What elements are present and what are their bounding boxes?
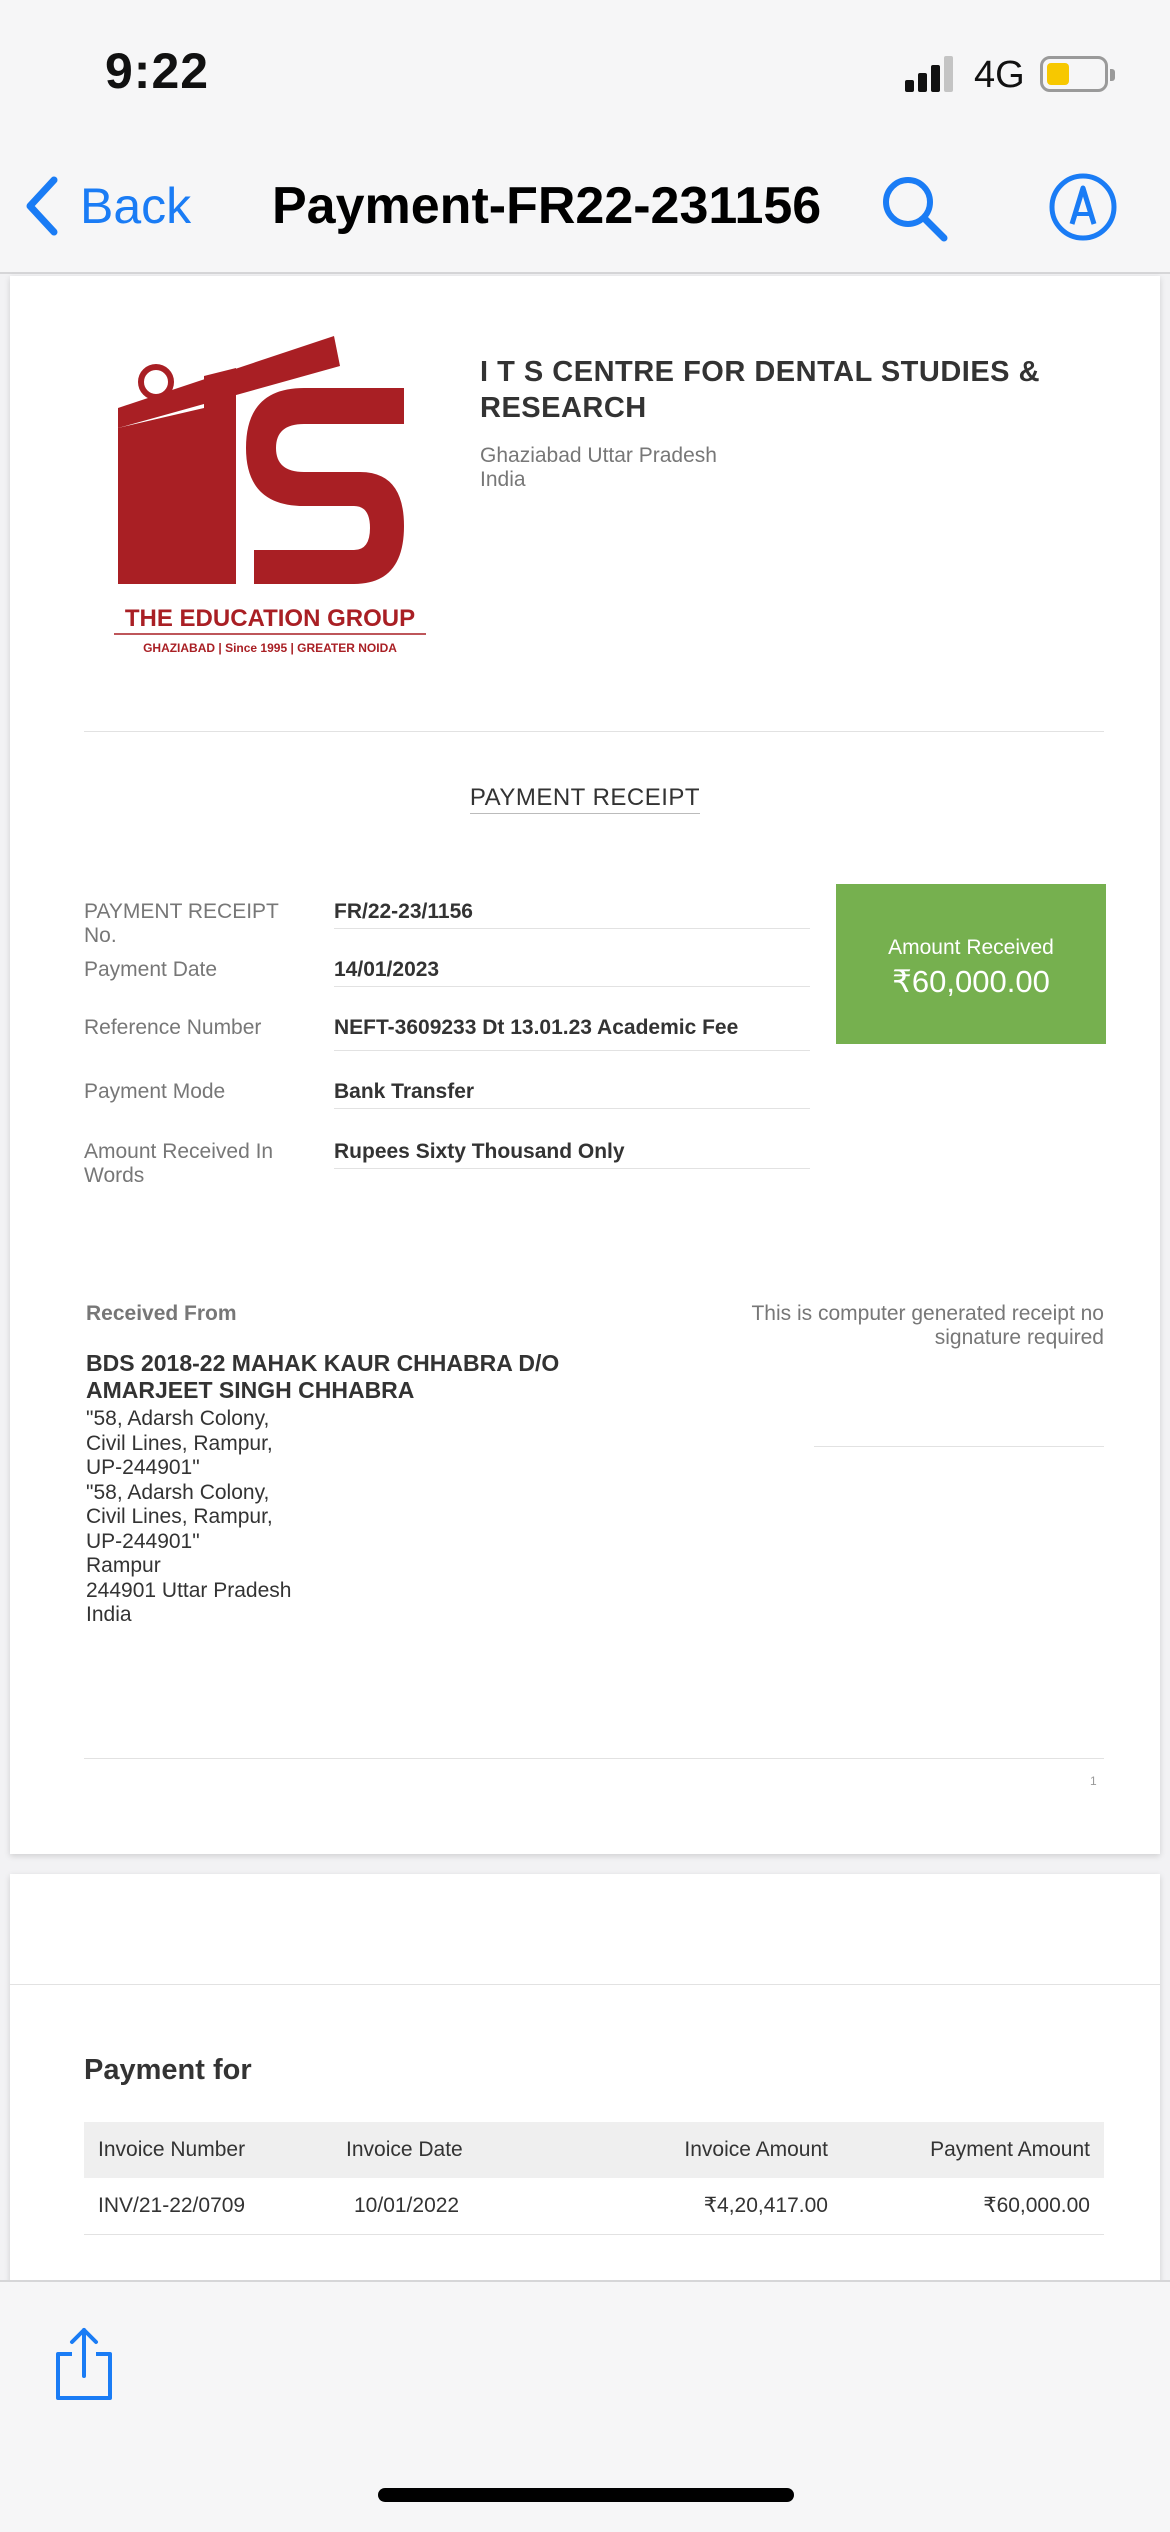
- column-header: Invoice Amount: [580, 2122, 842, 2178]
- chevron-left-icon: [22, 176, 62, 236]
- field-value-reference: NEFT-3609233 Dt 13.01.23 Academic Fee: [334, 1016, 810, 1051]
- receipt-title: PAYMENT RECEIPT: [10, 784, 1160, 812]
- field-label-amount-words: Amount Received In Words: [84, 1140, 274, 1187]
- company-name: I T S CENTRE FOR DENTAL STUDIES & RESEARCH: [480, 356, 1041, 424]
- document-page-1: [10, 276, 1160, 1854]
- address-line: Civil Lines, Rampur,: [86, 1505, 273, 1528]
- payer-name: BDS 2018-22 MAHAK KAUR CHHABRA D/O AMARJEET SINGH CHHABRA: [86, 1350, 560, 1403]
- field-value-payment-mode: Bank Transfer: [334, 1080, 810, 1109]
- field-value-payment-date: 14/01/2023: [334, 958, 810, 987]
- address-line: 244901 Uttar Pradesh: [86, 1578, 292, 1602]
- page-number: 1: [1090, 1774, 1097, 1788]
- amount-received-label: Amount Received: [888, 936, 1054, 959]
- search-icon[interactable]: [880, 174, 950, 244]
- divider: [84, 731, 1104, 732]
- logo-tagline: THE EDUCATION GROUP: [124, 605, 416, 632]
- address-line: UP-244901": [86, 1529, 200, 1553]
- table-cell: 10/01/2022: [332, 2178, 580, 2234]
- table-row: [84, 2178, 1104, 2234]
- column-header: Invoice Number: [84, 2122, 332, 2178]
- its-logo: [104, 336, 434, 656]
- back-label: Back: [80, 178, 192, 234]
- address-line: India: [86, 1603, 132, 1626]
- field-label-reference: Reference Number: [84, 1016, 262, 1039]
- field-value-amount-words: Rupees Sixty Thousand Only: [334, 1140, 810, 1169]
- column-header: Invoice Date: [332, 2122, 580, 2178]
- address-line: "58, Adarsh Colony,: [86, 1407, 270, 1430]
- field-label-payment-date: Payment Date: [84, 958, 218, 981]
- page-title: Payment-FR22-231156: [272, 177, 822, 235]
- received-from-heading: Received From: [86, 1302, 237, 1325]
- field-label-receipt-no: PAYMENT RECEIPT No.: [84, 900, 279, 947]
- payment-for-heading: Payment for: [84, 2054, 252, 2086]
- company-city: Ghaziabad Uttar Pradesh: [480, 444, 717, 467]
- battery-icon: [1040, 56, 1108, 92]
- network-type: 4G: [974, 54, 1025, 96]
- address-line: UP-244901": [86, 1456, 200, 1479]
- table-header-row: [84, 2122, 1104, 2178]
- home-indicator[interactable]: [378, 2488, 794, 2502]
- back-button[interactable]: [22, 176, 191, 236]
- footer-divider: [84, 1758, 1104, 1759]
- payment-for-table: [84, 2122, 1104, 2235]
- field-label-payment-mode: Payment Mode: [84, 1080, 226, 1103]
- signal-icon: [905, 56, 959, 92]
- table-cell: ₹4,20,417.00: [580, 2178, 842, 2234]
- table-cell: ₹60,000.00: [842, 2178, 1104, 2234]
- signature-line: [814, 1446, 1104, 1447]
- signature-note: This is computer generated receipt no signature required: [751, 1302, 1104, 1349]
- header-divider: [10, 1984, 1160, 1985]
- field-value-receipt-no: FR/22-23/1156: [334, 900, 810, 929]
- status-bar: [0, 0, 1170, 140]
- address-line: "58, Adarsh Colony,: [86, 1480, 270, 1504]
- company-country: India: [480, 468, 526, 491]
- navigation-bar: [0, 140, 1170, 274]
- markup-icon[interactable]: [1048, 172, 1118, 242]
- amount-received-value: ₹60,000.00: [892, 964, 1050, 999]
- address-line: Rampur: [86, 1554, 161, 1577]
- logo-sub: GHAZIABAD | Since 1995 | GREATER NOIDA: [143, 641, 397, 655]
- column-header: Payment Amount: [842, 2122, 1104, 2178]
- table-cell: INV/21-22/0709: [84, 2178, 332, 2234]
- status-time: 9:22: [105, 43, 210, 99]
- amount-received-box: [836, 884, 1106, 1044]
- address-line: Civil Lines, Rampur,: [86, 1431, 273, 1455]
- share-icon[interactable]: [52, 2324, 116, 2404]
